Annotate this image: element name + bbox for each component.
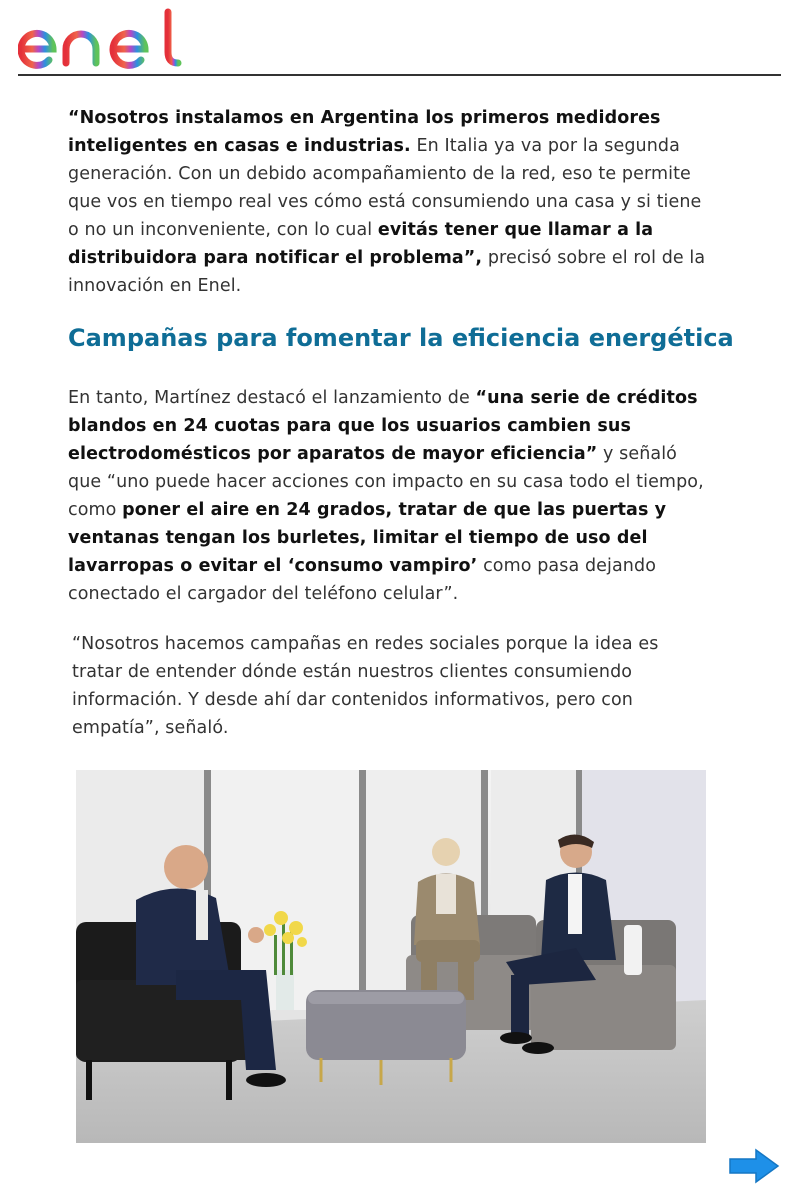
text-charger: como pasa dejando conectado el cargador del teléfono celular”.	[68, 556, 657, 604]
interview-photo	[76, 770, 706, 1143]
arrow-right-icon[interactable]	[728, 1148, 780, 1184]
quote-credits: “una serie de créditos blandos en 24 cuotas para que los usuarios cambien sus electrodomésticos por aparatos de mayor eficiencia”	[68, 388, 698, 464]
quote-smart-meters: “Nosotros instalamos en Argentina los primeros medidores inteligentes en casas e industrias.	[68, 108, 661, 156]
paragraph-social-media: “Nosotros hacemos campañas en redes sociales porque la idea es tratar de entender dónde están nuestros clientes consumiendo información. Y desde ahí dar contenidos informativos, pero con empatía”, señaló.	[72, 634, 659, 738]
text-actions: y señaló que “uno puede hacer acciones con impacto en su casa todo el tiempo, como	[68, 444, 704, 520]
paragraph-campaigns	[68, 384, 708, 608]
quote-distributor: evitás tener que llamar a la distribuidora para notificar el problema”,	[68, 220, 654, 268]
section-heading: Campañas para fomentar la eficiencia energética	[68, 324, 734, 352]
enel-logo[interactable]	[18, 8, 188, 70]
text-intro: En tanto, Martínez destacó el lanzamiento de	[68, 388, 476, 408]
text-italy: En Italia ya va por la segunda generación. Con un debido acompañamiento de la red, eso te permite que vos en tiempo real ves cómo está consumiendo una casa y si tiene o no un inconveniente, con lo cual	[68, 136, 702, 240]
paragraph-innovation	[68, 104, 708, 300]
page-header	[18, 8, 781, 76]
text-attribution: precisó sobre el rol de la innovación en Enel.	[68, 248, 706, 296]
quote-tips: poner el aire en 24 grados, tratar de que las puertas y ventanas tengan los burletes, limitar el tiempo de uso del lavarropas o evitar el ‘consumo vampiro’	[68, 500, 667, 576]
